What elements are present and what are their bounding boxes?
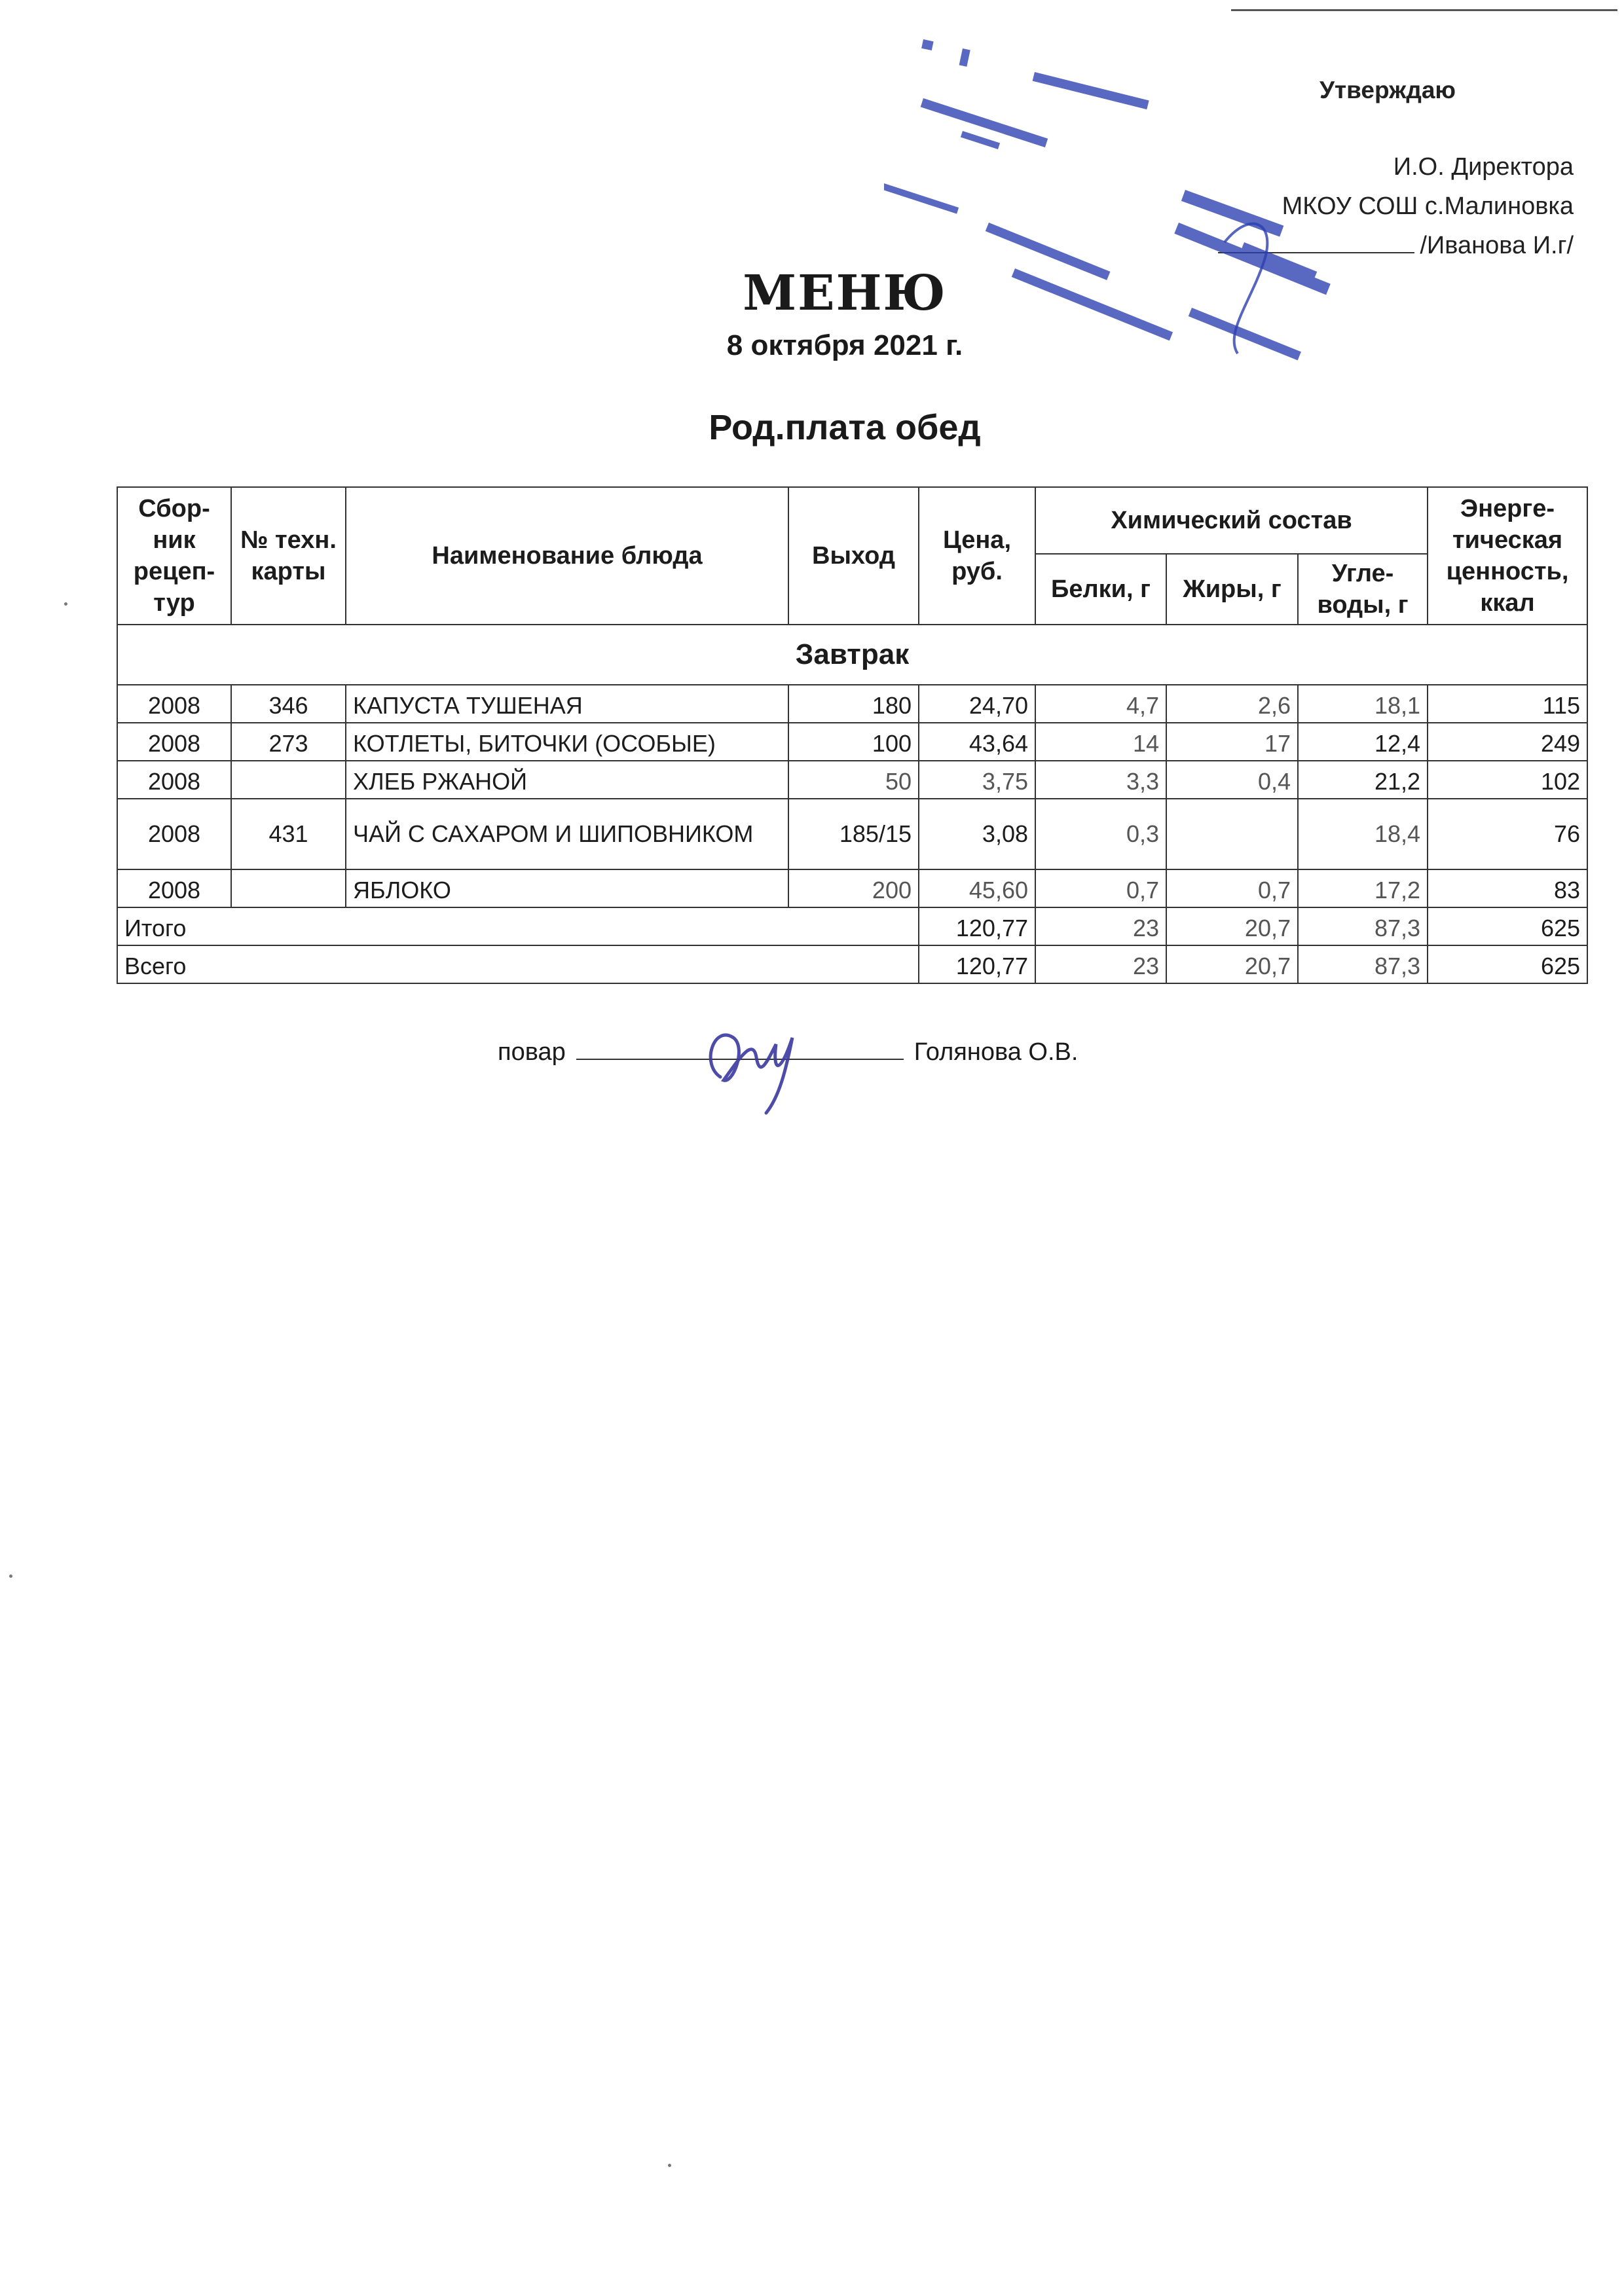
table-row bbox=[117, 685, 1587, 723]
cell-fats: 17 bbox=[1166, 723, 1298, 761]
cell-price: 3,08 bbox=[919, 799, 1035, 869]
header-price: Цена, руб. bbox=[919, 487, 1035, 625]
menu-subtitle: Род.плата обед bbox=[709, 408, 981, 447]
section-row bbox=[117, 625, 1587, 685]
cell-card: 273 bbox=[231, 723, 346, 761]
cell-price: 43,64 bbox=[919, 723, 1035, 761]
menu-date: 8 октября 2021 г. bbox=[726, 329, 963, 361]
cell-carbs: 18,4 bbox=[1298, 799, 1428, 869]
table-row bbox=[117, 723, 1587, 761]
cell-collection: 2008 bbox=[117, 869, 231, 907]
cell-energy: 249 bbox=[1428, 723, 1587, 761]
cell-carbs: 12,4 bbox=[1298, 723, 1428, 761]
cell-collection: 2008 bbox=[117, 723, 231, 761]
cell-yield: 200 bbox=[788, 869, 919, 907]
cell-yield: 50 bbox=[788, 761, 919, 799]
header-yield: Выход bbox=[788, 487, 919, 625]
table-row bbox=[117, 761, 1587, 799]
cell-collection: 2008 bbox=[117, 799, 231, 869]
handwritten-signature-image bbox=[694, 998, 825, 1116]
cell-carbs: 17,2 bbox=[1298, 869, 1428, 907]
header-fats: Жиры, г bbox=[1166, 554, 1298, 625]
total-energy: 625 bbox=[1428, 945, 1587, 983]
header-row bbox=[117, 487, 1587, 554]
cell-collection: 2008 bbox=[117, 685, 231, 723]
cell-energy: 115 bbox=[1428, 685, 1587, 723]
cell-fats: 0,7 bbox=[1166, 869, 1298, 907]
header-dish-name: Наименование блюда bbox=[346, 487, 788, 625]
cell-card bbox=[231, 869, 346, 907]
scan-speck bbox=[64, 602, 67, 606]
cell-fats bbox=[1166, 799, 1298, 869]
cell-dish-name: ХЛЕБ РЖАНОЙ bbox=[346, 761, 788, 799]
cell-dish-name: КОТЛЕТЫ, БИТОЧКИ (ОСОБЫЕ) bbox=[346, 723, 788, 761]
cell-proteins: 4,7 bbox=[1035, 685, 1166, 723]
cell-collection: 2008 bbox=[117, 761, 231, 799]
subtotal-fats: 20,7 bbox=[1166, 907, 1298, 945]
header-tech-card: № техн. карты bbox=[231, 487, 346, 625]
cell-dish-name: ЯБЛОКО bbox=[346, 869, 788, 907]
cell-fats: 2,6 bbox=[1166, 685, 1298, 723]
cell-price: 24,70 bbox=[919, 685, 1035, 723]
approval-organization: МКОУ СОШ с.Малиновка bbox=[1282, 192, 1574, 220]
header-proteins: Белки, г bbox=[1035, 554, 1166, 625]
cell-energy: 102 bbox=[1428, 761, 1587, 799]
cell-proteins: 0,7 bbox=[1035, 869, 1166, 907]
approval-position: И.О. Директора bbox=[1393, 153, 1574, 181]
subtotal-price: 120,77 bbox=[919, 907, 1035, 945]
cell-yield: 180 bbox=[788, 685, 919, 723]
cell-proteins: 3,3 bbox=[1035, 761, 1166, 799]
subtotal-label: Итого bbox=[117, 907, 919, 945]
header-collection: Сбор-ник рецеп-тур bbox=[117, 487, 231, 625]
total-fats: 20,7 bbox=[1166, 945, 1298, 983]
table-row bbox=[117, 799, 1587, 869]
cell-carbs: 18,1 bbox=[1298, 685, 1428, 723]
total-proteins: 23 bbox=[1035, 945, 1166, 983]
scan-speck bbox=[9, 1575, 12, 1578]
scan-edge-line bbox=[1231, 9, 1617, 11]
page-title: МЕНЮ bbox=[743, 265, 947, 321]
cell-carbs: 21,2 bbox=[1298, 761, 1428, 799]
total-label: Всего bbox=[117, 945, 919, 983]
cell-energy: 76 bbox=[1428, 799, 1587, 869]
menu-table bbox=[117, 486, 1588, 984]
approval-heading: Утверждаю bbox=[1320, 77, 1456, 103]
cell-dish-name: ЧАЙ С САХАРОМ И ШИПОВНИКОМ bbox=[346, 799, 788, 869]
header-carbs: Угле-воды, г bbox=[1298, 554, 1428, 625]
cell-price: 3,75 bbox=[919, 761, 1035, 799]
cell-dish-name: КАПУСТА ТУШЕНАЯ bbox=[346, 685, 788, 723]
cell-price: 45,60 bbox=[919, 869, 1035, 907]
approval-signatory: /Иванова И.г/ bbox=[1420, 232, 1574, 259]
header-energy: Энерге-тическая ценность, ккал bbox=[1428, 487, 1587, 625]
cell-card bbox=[231, 761, 346, 799]
cell-fats: 0,4 bbox=[1166, 761, 1298, 799]
cook-role: повар bbox=[498, 1038, 566, 1066]
total-row bbox=[117, 945, 1587, 983]
cell-yield: 100 bbox=[788, 723, 919, 761]
total-carbs: 87,3 bbox=[1298, 945, 1428, 983]
cook-name: Голянова О.В. bbox=[913, 1038, 1079, 1066]
subtotal-energy: 625 bbox=[1428, 907, 1587, 945]
cell-energy: 83 bbox=[1428, 869, 1587, 907]
subtotal-row bbox=[117, 907, 1587, 945]
scan-speck bbox=[668, 2164, 671, 2167]
total-price: 120,77 bbox=[919, 945, 1035, 983]
section-breakfast: Завтрак bbox=[117, 625, 1587, 685]
subtotal-carbs: 87,3 bbox=[1298, 907, 1428, 945]
cell-yield: 185/15 bbox=[788, 799, 919, 869]
table-row bbox=[117, 869, 1587, 907]
subtotal-proteins: 23 bbox=[1035, 907, 1166, 945]
cell-card: 431 bbox=[231, 799, 346, 869]
cell-card: 346 bbox=[231, 685, 346, 723]
cell-proteins: 14 bbox=[1035, 723, 1166, 761]
header-chemical: Химический состав bbox=[1035, 487, 1428, 554]
cell-proteins: 0,3 bbox=[1035, 799, 1166, 869]
